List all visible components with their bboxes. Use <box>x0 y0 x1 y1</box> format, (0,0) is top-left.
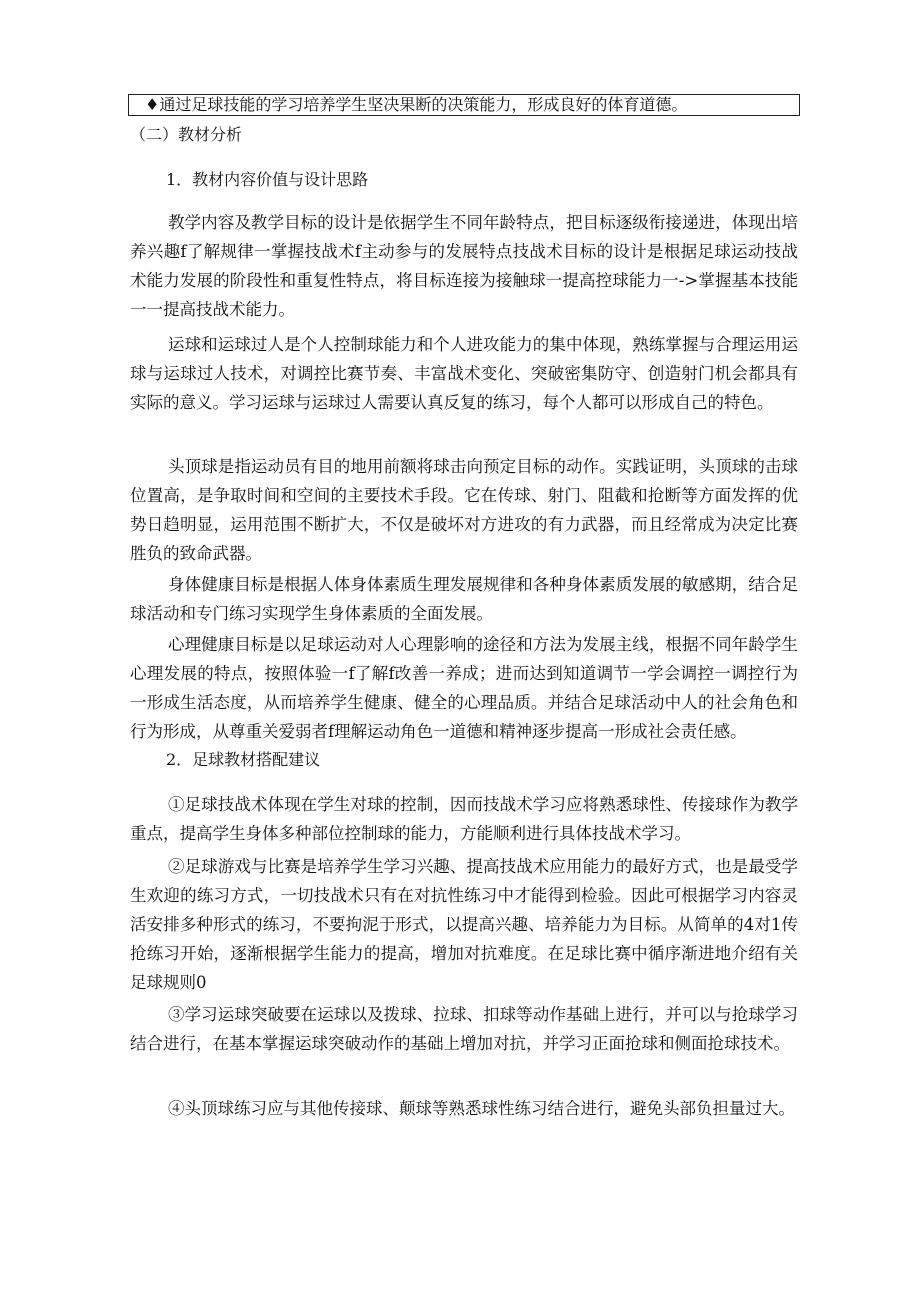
paragraph-7: ②足球游戏与比赛是培养学生学习兴趣、提高技战术应用能力的最好方式，也是最受学生欢迎的练习方式，一切技战术只有在对抗性练习中才能得到检验。因此可根据学习内容灵活安排多种形式的练习，不要拘泥于形式，以提高兴趣、培养能力为目标。从简单的4对1传抢练习开始，逐渐根据学生能力的提高，增加对抗难度。在足球比赛中循序渐进地介绍有关足球规则0 <box>130 857 798 992</box>
paragraph-4: 身体健康目标是根据人体身体素质生理发展规律和各种身体素质发展的敏感期，结合足球活动和专门练习实现学生身体素质的全面发展。 <box>130 575 798 623</box>
paragraph-2: 运球和运球过人是个人控制球能力和个人进攻能力的集中体现，熟练掌握与合理运用运球与运球过人技术，对调控比赛节奏、丰富战术变化、突破密集防守、创造射门机会都具有实际的意义。学习运球与运球过人需要认真反复的练习，每个人都可以形成自己的特色。 <box>130 335 798 412</box>
paragraph-6: ①足球技战术体现在学生对球的控制，因而技战术学习应将熟悉球性、传接球作为教学重点，提高学生身体多种部位控制球的能力，方能顺利进行具体技战术学习。 <box>130 795 798 843</box>
section-title: （二）教材分析 <box>130 125 243 144</box>
paragraph-8: ③学习运球突破要在运球以及拨球、拉球、扣球等动作基础上进行，并可以与抢球学习结合进行，在基本掌握运球突破动作的基础上增加对抗，并学习正面抢球和侧面抢球技术。 <box>130 1005 798 1053</box>
paragraph-1: 教学内容及教学目标的设计是依据学生不同年龄特点，把目标逐级衔接递进，体现出培养兴趣f了解规律一掌握技战术f主动参与的发展特点技战术目标的设计是根据足球运动技战术能力发展的阶段性和重复性特点，将目标连接为接触球一提高控球能力一->掌握基本技能一一提高技战术能力。 <box>130 213 798 319</box>
subsection-title-2: 2．足球教材搭配建议 <box>166 750 321 769</box>
paragraph-5: 心理健康目标是以足球运动对人心理影响的途径和方法为发展主线，根据不同年龄学生心理发展的特点，按照体验一f了解f改善一养成；进而达到知道调节一学会调控一调控行为一形成生活态度，从而培养学生健康、健全的心理品质。并结合足球活动中人的社会角色和行为形成，从尊重关爱弱者f理解运动角色一道德和精神逐步提高一形成社会责任感。 <box>130 635 798 741</box>
paragraph-3: 头顶球是指运动员有目的地用前额将球击向预定目标的动作。实践证明，头顶球的击球位置高，是争取时间和空间的主要技术手段。它在传球、射门、阻截和抢断等方面发挥的优势日趋明显，运用范围不断扩大，不仅是破坏对方进攻的有力武器，而且经常成为决定比赛胜负的致命武器。 <box>130 457 798 563</box>
paragraph-9: ④头顶球练习应与其他传接球、颠球等熟悉球性练习结合进行，避免头部负担量过大。 <box>168 1099 795 1118</box>
boxed-goal-line: ♦通过足球技能的学习培养学生坚决果断的决策能力，形成良好的体育道德。 <box>128 94 800 116</box>
subsection-title-1: 1．教材内容价值与设计思路 <box>166 170 369 189</box>
